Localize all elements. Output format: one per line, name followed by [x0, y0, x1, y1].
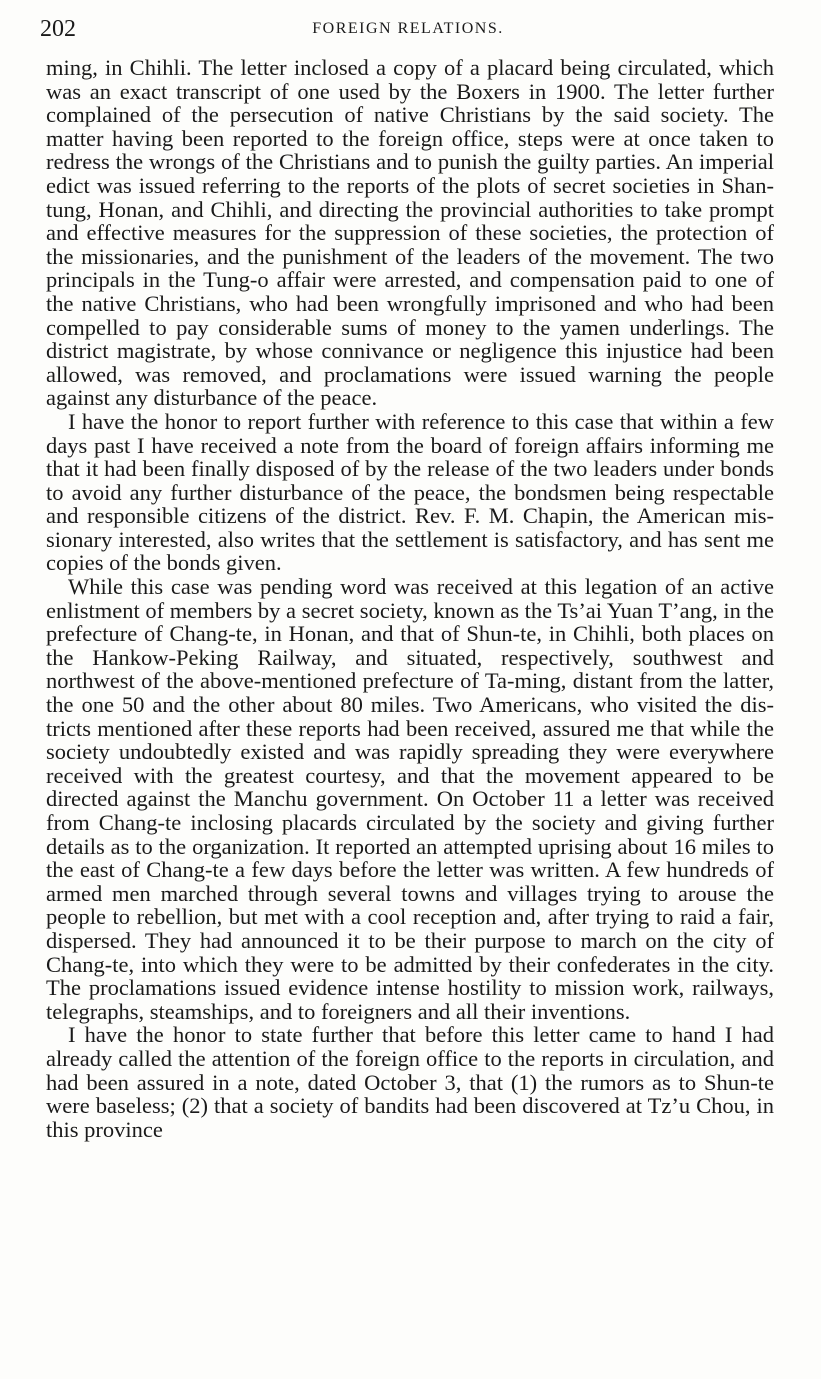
- paragraph: I have the honor to state further that before this letter came to hand I had already called the attention of the foreign office to the reports in circulation, and had been assured in a note, dated October 3, that (1) the rumors as to Shun-te were baseless; (2) that a society of bandits had been discovered at Tz’u Chou, in this province: [46, 1022, 774, 1142]
- paragraph: While this case was pending word was received at this legation of an active enlistment of members by a secret society, known as the Ts’ai Yuan T’ang, in the prefecture of Chang-te, in Honan, and that of Shun-te, in Chihli, both places on the Hankow-Peking Railway, and situated, respectively, southwest and northwest of the above-mentioned prefecture of Ta-ming, distant from the latter, the one 50 and the other about 80 miles. Two Americans, who visited the districts mentioned after these reports had been received, assured me that while the society undoubtedly existed and was rapidly spreading they were everywhere received with the greatest courtesy, and that the movement appeared to be directed against the Manchu government. On October 11 a letter was received from Chang-te inclosing placards circulated by the society and giving further details as to the organization. It reported an attempted uprising about 16 miles to the east of Chang-te a few days before the letter was written. A few hundreds of armed men marched through several towns and villages trying to arouse the people to rebellion, but met with a cool reception and, after trying to raid a fair, dispersed. They had announced it to be their purpose to march on the city of Chang-te, into which they were to be admitted by their confederates in the city. The proclamations issued evidence intense hostility to mission work, railways, telegraphs, steamships, and to foreigners and all their inventions.: [46, 574, 774, 1024]
- running-title: FOREIGN RELATIONS.: [312, 20, 504, 37]
- body-text: [46, 56, 774, 1141]
- page-header: [40, 14, 776, 44]
- page-number: 202: [40, 16, 76, 42]
- paragraph: I have the honor to report further with reference to this case that within a few days past I have received a note from the board of foreign affairs informing me that it had been finally disposed of by the release of the two leaders under bonds to avoid any further disturbance of the peace, the bondsmen being respectable and responsible citizens of the district. Rev. F. M. Chapin, the American missionary interested, also writes that the settlement is satisfactory, and has sent me copies of the bonds given.: [46, 408, 774, 576]
- paragraph-continued: ming, in Chihli. The letter inclosed a copy of a placard being circulated, which was an exact transcript of one used by the Boxers in 1900. The letter further complained of the persecution of native Christians by the said society. The matter having been reported to the foreign office, steps were at once taken to redress the wrongs of the Christians and to punish the guilty parties. An imperial edict was issued referring to the reports of the plots of secret societies in Shantung, Honan, and Chihli, and directing the provincial authorities to take prompt and effective measures for the suppression of these societies, the protection of the missionaries, and the punishment of the leaders of the movement. The two principals in the Tung-o affair were arrested, and compensation paid to one of the native Christians, who had been wrongfully imprisoned and who had been compelled to pay considerable sums of money to the yamen underlings. The district magistrate, by whose connivance or negligence this injustice had been allowed, was removed, and proclamations were issued warning the people against any disturbance of the peace.: [46, 55, 774, 411]
